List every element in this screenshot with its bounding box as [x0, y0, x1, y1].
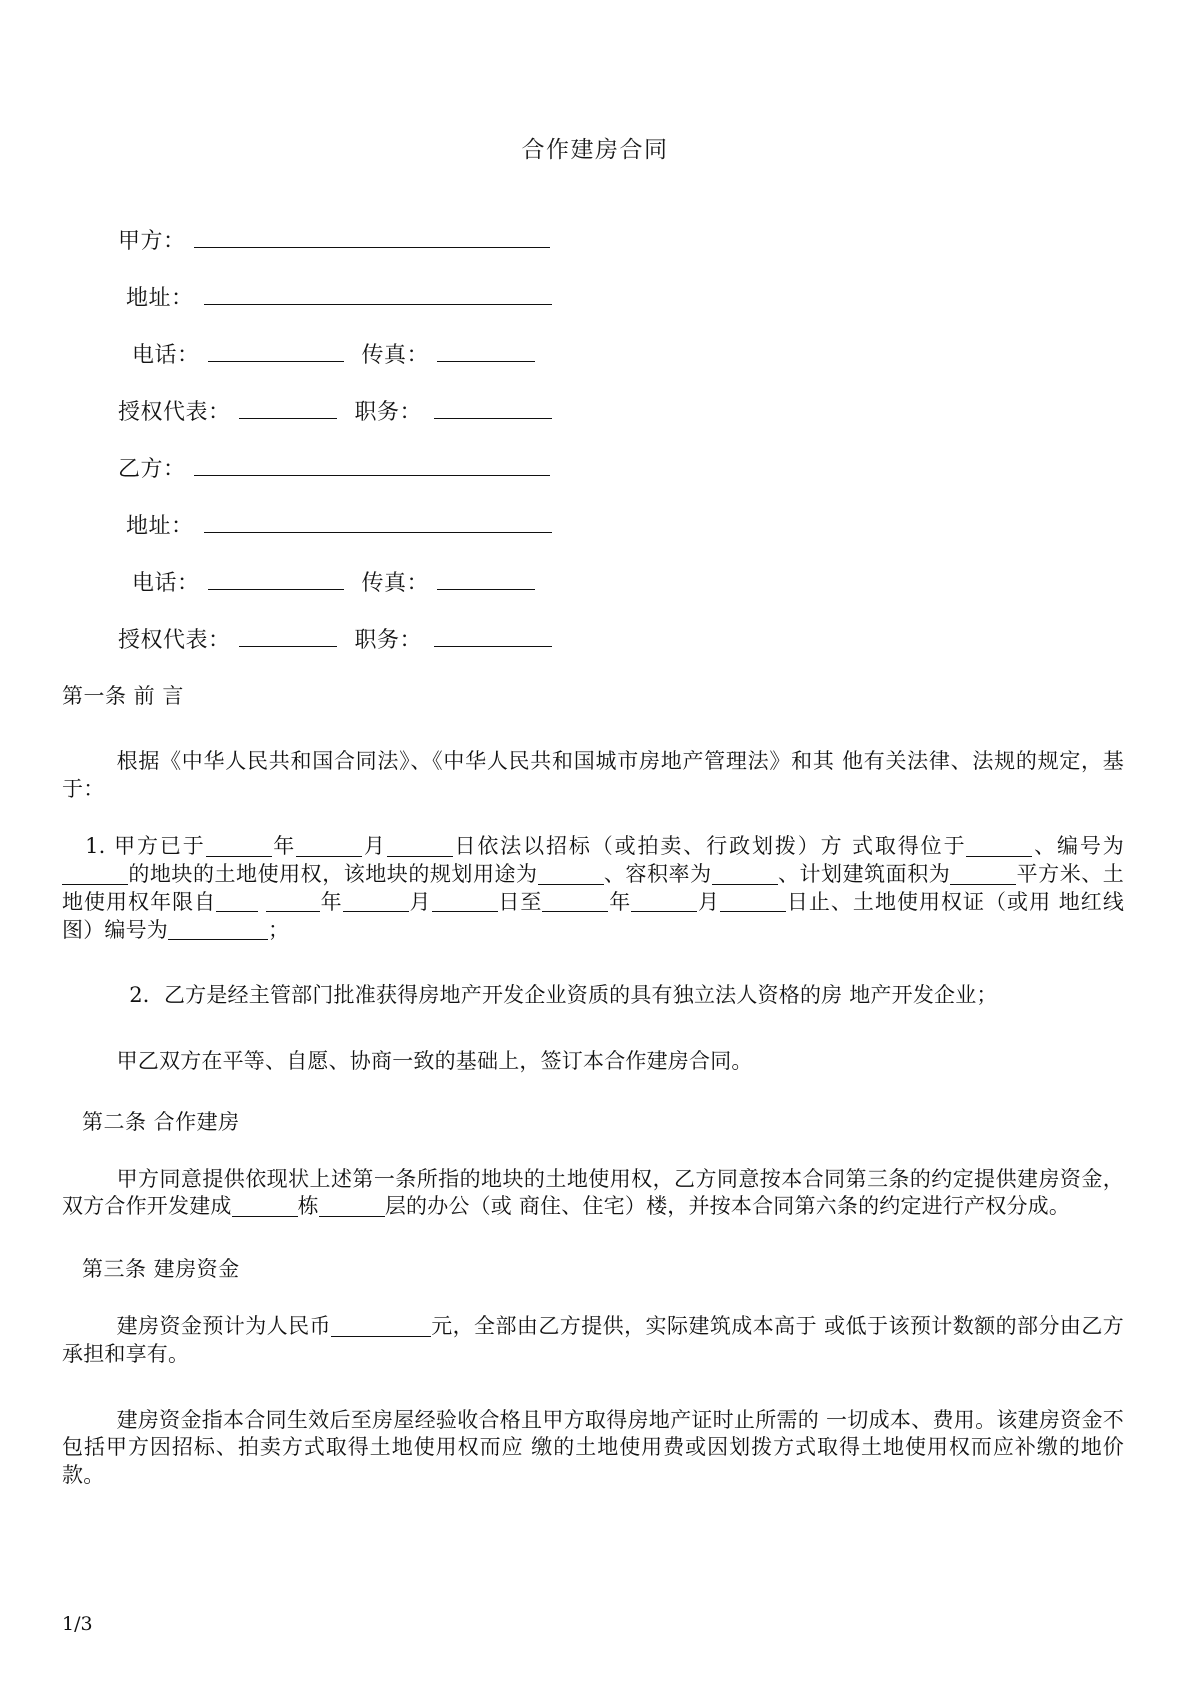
- party-b-address-label: 地址：: [126, 514, 194, 539]
- article2-text-1: 甲方同意提供依现状上述第一条所指的地块的土地使用权，乙方同意按本合同第三条的约定提供建房资金，双方合作开发建成: [62, 1166, 1124, 1219]
- party-a-address-input[interactable]: [204, 282, 552, 305]
- page-title: 合作建房合同: [521, 137, 669, 163]
- party-b-name-input[interactable]: [194, 453, 550, 476]
- article2-unit-dong: 栋: [297, 1194, 319, 1219]
- article2-ceng-blank[interactable]: [319, 1216, 385, 1217]
- article-1-intro-paragraph: 根据《中华人民共和国合同法》、《中华人民共和国城市房地产管理法》和其 他有关法律、法规的规定，基于：: [62, 749, 1124, 801]
- party-a-phone-input[interactable]: [208, 339, 344, 362]
- item1-term-year-blank[interactable]: [266, 911, 320, 912]
- article-1-item-1: [0, 833, 1190, 944]
- party-a-address-label: 地址：: [126, 286, 194, 311]
- item1-text-8: 日至: [497, 889, 543, 914]
- article2-text-2: 层的办公（或 商住、住宅）楼，并按本合同第六条的约定进行产权分成。: [384, 1194, 1071, 1219]
- party-b-phone-label: 电话：: [132, 571, 200, 596]
- item1-unit-month-3: 月: [697, 889, 721, 914]
- party-b-position-label: 职务：: [354, 628, 423, 653]
- item1-number-blank[interactable]: [62, 884, 128, 885]
- party-a-phone-label: 电话：: [132, 343, 200, 368]
- article-2-body: [0, 1166, 1190, 1221]
- article-3-paragraph-1: [0, 1313, 1190, 1368]
- party-a-rep-row: [118, 395, 1190, 426]
- article3-text-1: 建房资金预计为人民币: [116, 1314, 331, 1339]
- item1-ratio-blank[interactable]: [712, 884, 778, 885]
- party-b-rep-input[interactable]: [239, 624, 337, 647]
- item1-area-blank[interactable]: [950, 884, 1016, 885]
- article2-dong-blank[interactable]: [232, 1216, 298, 1217]
- item1-unit-year: 年: [271, 834, 297, 859]
- party-a-position-input[interactable]: [434, 396, 552, 419]
- item1-year-blank[interactable]: [206, 856, 272, 857]
- article-3-heading: 第三条 建房资金: [82, 1257, 240, 1282]
- item1-end-month-blank[interactable]: [631, 911, 697, 912]
- article3-amount-blank[interactable]: [331, 1336, 431, 1337]
- item1-term-month-blank[interactable]: [343, 911, 409, 912]
- article3-text-2: 元，全部由乙方提供，实际建筑成本高于 或低于该预计数额的部分由乙方承担和享有。: [62, 1314, 1124, 1366]
- item1-term-day-blank[interactable]: [432, 911, 498, 912]
- party-a-name-label: 甲方：: [118, 229, 186, 254]
- party-a-rep-input[interactable]: [239, 396, 337, 419]
- party-a-contact-row: [118, 338, 1190, 369]
- article-2-heading: 第二条 合作建房: [82, 1109, 240, 1134]
- item1-term-blank-a[interactable]: [216, 911, 258, 912]
- item1-text-1: 1. 甲方已于: [85, 834, 206, 859]
- party-b-rep-row: [118, 623, 1190, 654]
- party-b-name-row: [118, 452, 1190, 483]
- item1-unit-month-2: 月: [408, 889, 432, 914]
- item1-end-year-blank[interactable]: [542, 911, 608, 912]
- party-a-name-row: [118, 224, 1190, 255]
- page-number: 1/3: [62, 1613, 93, 1635]
- item1-usage-blank[interactable]: [538, 884, 604, 885]
- item1-text-5: 、容积率为: [603, 862, 712, 887]
- item1-text-end: ；: [268, 917, 290, 942]
- party-a-fax-input[interactable]: [437, 339, 535, 362]
- article-1-closing-paragraph: 甲乙双方在平等、自愿、协商一致的基础上，签订本合作建房合同。: [116, 1049, 753, 1074]
- item1-text-2: 日依法以招标（或拍卖、行政划拨）方 式取得位于: [452, 834, 967, 859]
- item1-text-4: 的地块的土地使用权，该地块的规划用途为: [128, 862, 538, 887]
- item1-unit-month: 月: [362, 834, 387, 859]
- party-a-address-row: [118, 281, 1190, 312]
- article-1-heading: 第一条 前 言: [62, 684, 184, 708]
- party-a-rep-label: 授权代表：: [118, 400, 231, 425]
- party-b-fax-input[interactable]: [437, 567, 535, 590]
- item1-unit-year-2: 年: [319, 889, 343, 914]
- item1-text-7: 平方米、土地使用权年限自: [62, 862, 1124, 914]
- party-b-rep-label: 授权代表：: [118, 628, 231, 653]
- item1-text-9: 日止、土地使用权证（或用 地红线图）编号为: [62, 889, 1125, 942]
- party-a-position-label: 职务：: [354, 400, 423, 425]
- article-3-paragraph-2: 建房资金指本合同生效后至房屋经验收合格且甲方取得房地产证时止所需的 一切成本、费用。该建房资金不包括甲方因招标、拍卖方式取得土地使用权而应 缴的土地使用费或因划拨方式取得土地使用权而应补缴的地价款。: [62, 1407, 1124, 1488]
- item1-end-day-blank[interactable]: [720, 911, 786, 912]
- party-b-position-input[interactable]: [434, 624, 552, 647]
- party-b-contact-row: [118, 566, 1190, 597]
- article-1-item-2: 2．乙方是经主管部门批准获得房地产开发企业资质的具有独立法人资格的房 地产开发企业；: [129, 983, 998, 1008]
- party-b-phone-input[interactable]: [208, 567, 344, 590]
- item1-day-blank[interactable]: [387, 856, 453, 857]
- party-b-address-row: [118, 509, 1190, 540]
- item1-unit-year-3: 年: [608, 889, 632, 914]
- item1-location-blank[interactable]: [966, 856, 1032, 857]
- party-a-name-input[interactable]: [194, 225, 550, 248]
- party-b-fax-label: 传真：: [361, 571, 430, 596]
- item1-certificate-blank[interactable]: [168, 939, 268, 940]
- party-b-address-input[interactable]: [204, 510, 552, 533]
- party-b-name-label: 乙方：: [118, 457, 186, 482]
- party-a-fax-label: 传真：: [361, 343, 430, 368]
- parties-form-block: [0, 224, 1190, 654]
- item1-text-6: 、计划建筑面积为: [777, 862, 951, 887]
- item1-month-blank[interactable]: [296, 856, 362, 857]
- item1-text-3: 、编号为: [1032, 834, 1124, 859]
